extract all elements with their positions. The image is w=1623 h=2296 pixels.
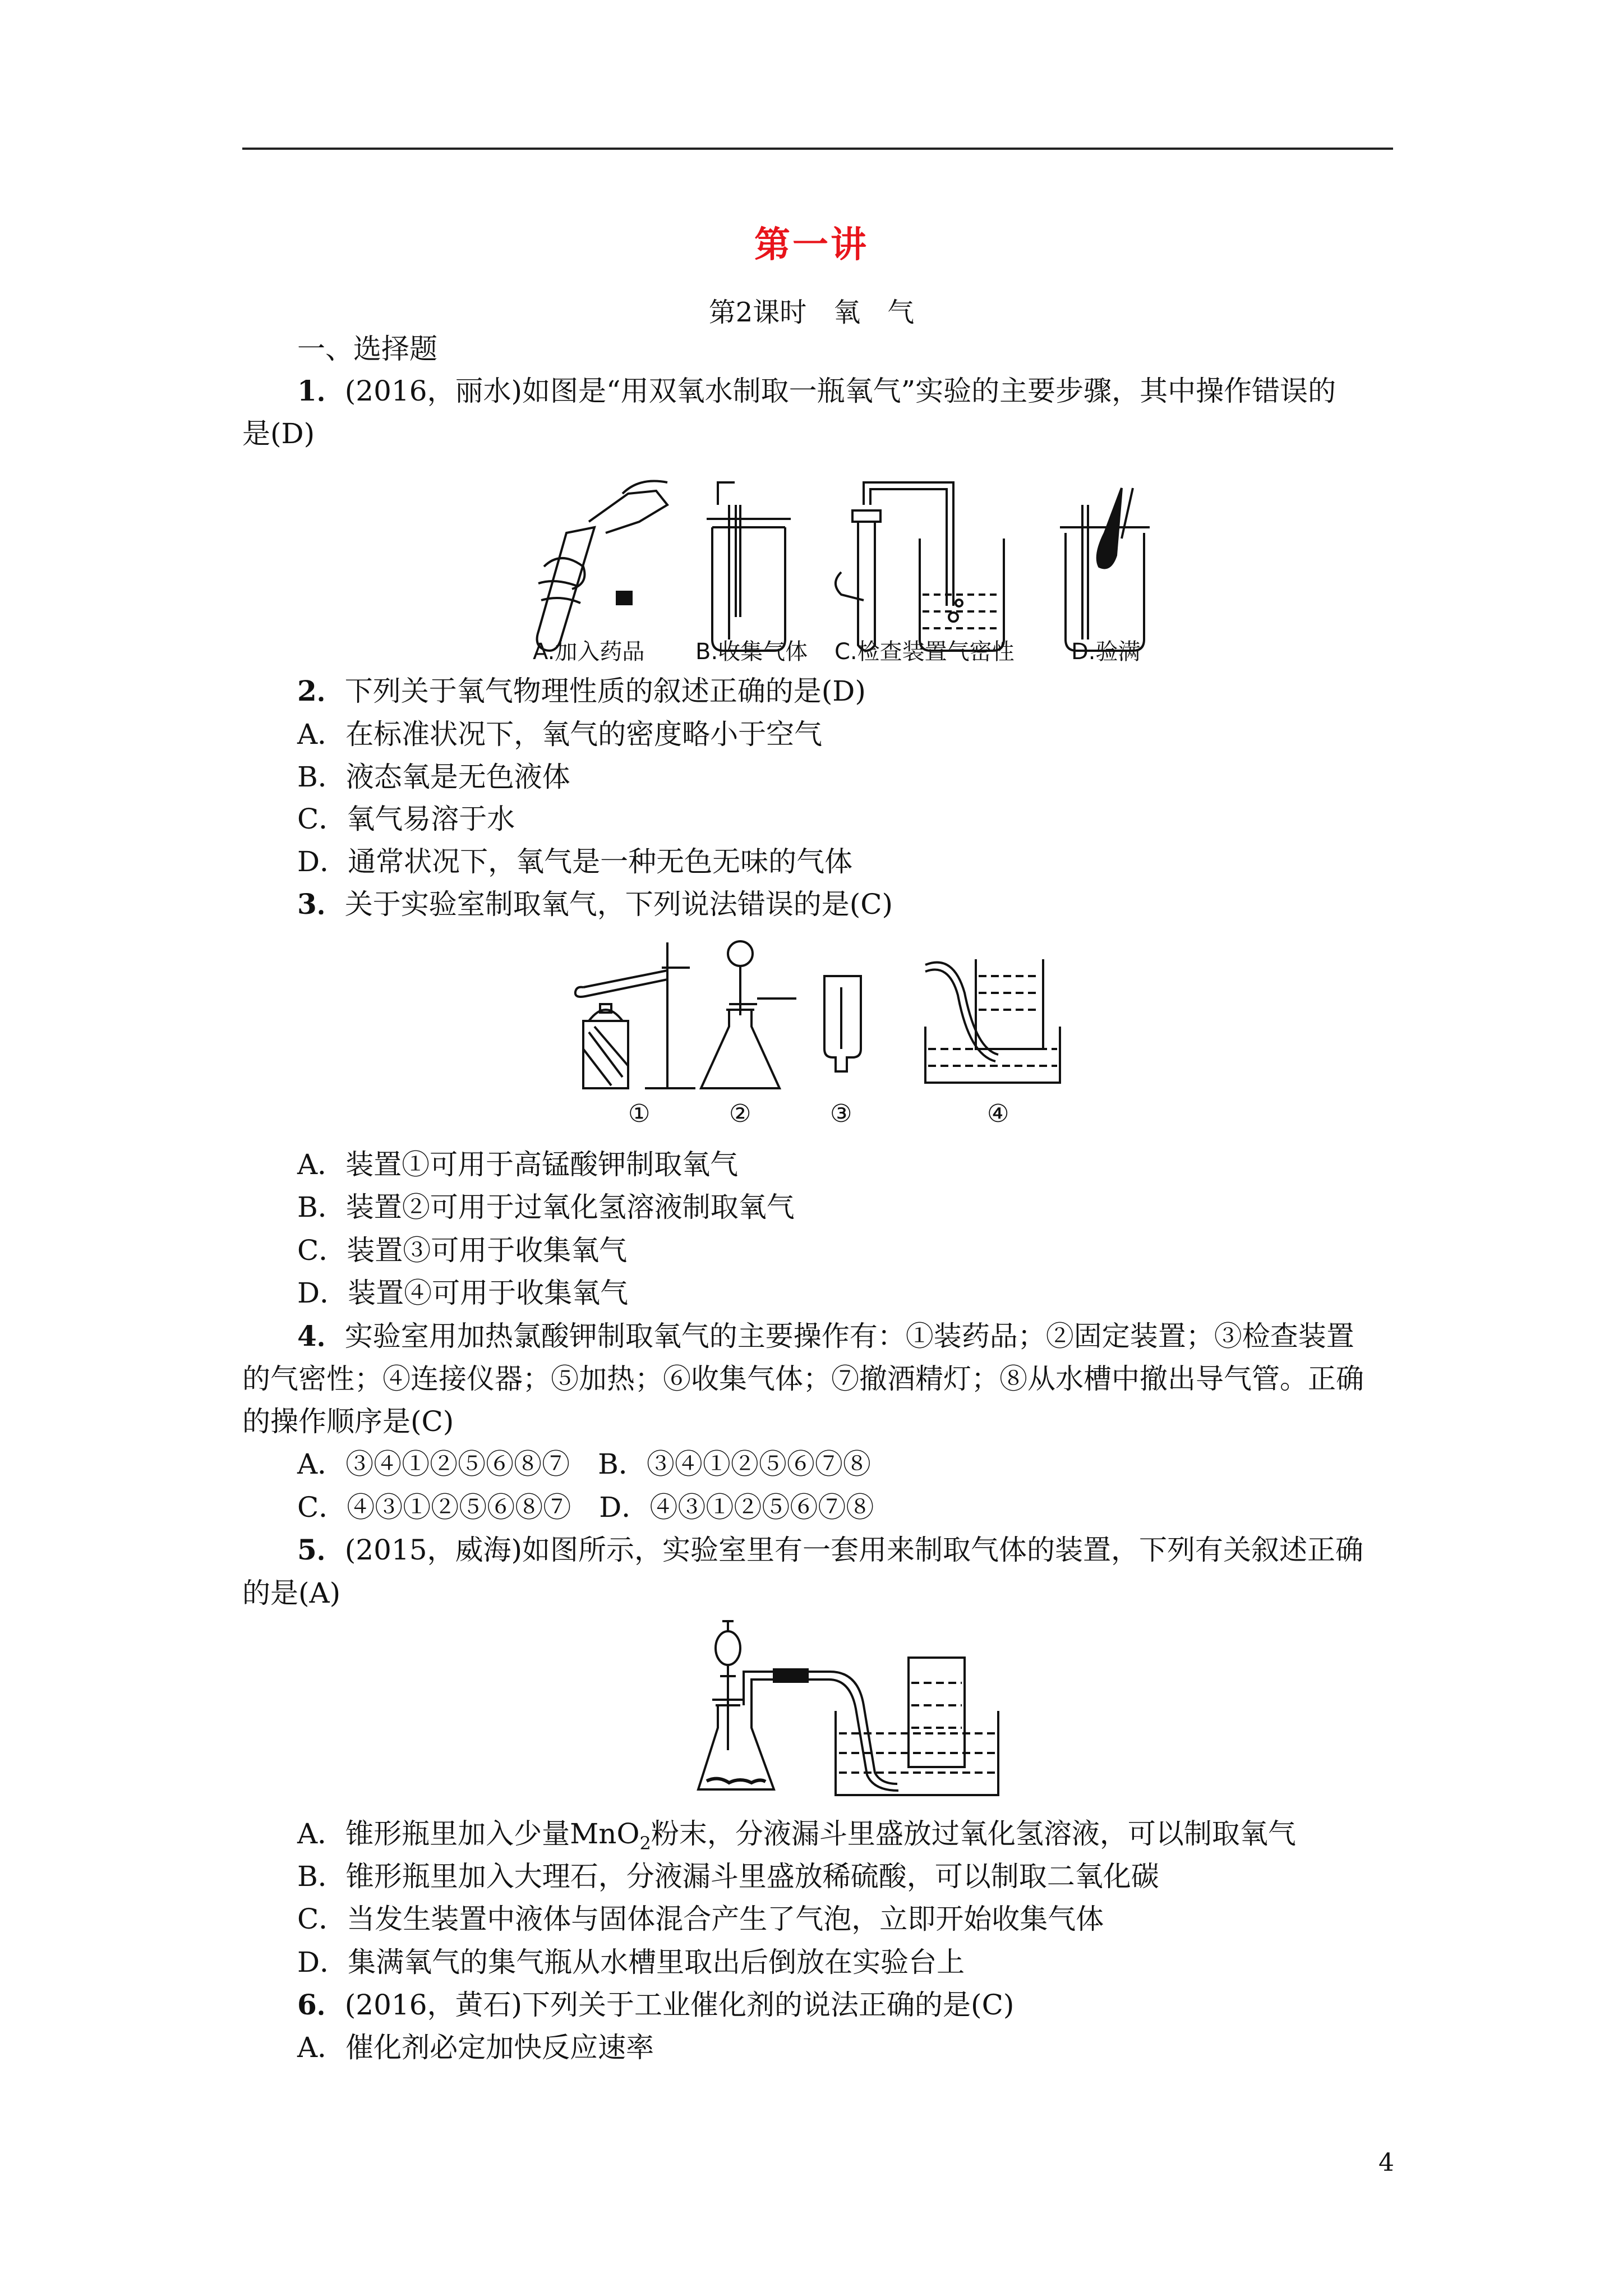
question-1-line-2: 是(D) (242, 417, 315, 450)
q4-options-cd: C．④③①②⑤⑥⑧⑦ D．④③①②⑤⑥⑦⑧ (297, 1491, 874, 1524)
q2-option-d: D．通常状况下，氧气是一种无色无味的气体 (297, 845, 853, 878)
q3-option-c: C．装置③可用于收集氧气 (297, 1234, 628, 1267)
question-1: 1．(2016，丽水)如图是“用双氧水制取一瓶氧气”实验的主要步骤，其中操作错误的 (297, 374, 1336, 407)
q3-option-a: A．装置①可用于高锰酸钾制取氧气 (297, 1148, 739, 1181)
header-rule (242, 148, 1393, 150)
q3-option-d: D．装置④可用于收集氧气 (297, 1277, 629, 1309)
q3-label-1: ① (628, 1099, 651, 1128)
q2-option-a: A．在标准状况下，氧气的密度略小于空气 (297, 718, 823, 751)
question-4-line-3: 的操作顺序是(C) (242, 1405, 454, 1438)
q5-figure (695, 1616, 1009, 1806)
question-6: 6．(2016，黄石)下列关于工业催化剂的说法正确的是(C) (297, 1988, 1015, 2021)
q1-fig-d-checking-full (1060, 488, 1150, 651)
section-heading: 一、选择题 (297, 333, 437, 365)
q2-option-c: C．氧气易溶于水 (297, 803, 515, 835)
q5-option-a: A．锥形瓶里加入少量MnO$_2$粉末，分液漏斗里盛放过氧化氢溶液，可以制取氧气 (297, 1818, 1296, 1854)
lecture-title: 第一讲 (754, 224, 869, 266)
q5-option-c: C．当发生装置中液体与固体混合产生了气泡，立即开始收集气体 (297, 1903, 1104, 1935)
q3-label-4: ④ (987, 1099, 1009, 1128)
q6-option-a: A．催化剂必定加快反应速率 (297, 2031, 654, 2064)
q1-caption-b: B.收集气体 (695, 639, 808, 665)
question-4-line-2: 的气密性；④连接仪器；⑤加热；⑥收集气体；⑦撤酒精灯；⑧从水槽中撤出导气管。正确 (242, 1363, 1364, 1395)
q1-fig-a-adding-reagent (537, 481, 667, 651)
q5-conical-flask (698, 1705, 774, 1789)
q3-apparatus-1 (575, 942, 695, 1088)
question-3: 3．关于实验室制取氧气，下列说法错误的是(C) (297, 887, 893, 921)
q1-fig-b-collecting-gas (707, 482, 791, 651)
question-5-line-2: 的是(A) (242, 1577, 341, 1609)
question-2: 2．下列关于氧气物理性质的叙述正确的是(D) (297, 674, 866, 707)
q5-gas-jar (909, 1658, 965, 1767)
q2-option-b: B．液态氧是无色液体 (297, 761, 570, 793)
q3-figure (561, 937, 1099, 1128)
q3-label-3: ③ (830, 1099, 852, 1128)
q3-apparatus-3 (824, 976, 861, 1071)
q5-option-d: D．集满氧气的集气瓶从水槽里取出后倒放在实验台上 (297, 1946, 965, 1978)
q1-figure (527, 471, 1178, 673)
question-5: 5．(2015，威海)如图所示，实验室里有一套用来制取气体的装置，下列有关叙述正确 (297, 1533, 1364, 1566)
q1-fig-c-airtight-check (836, 482, 1004, 651)
lesson-subtitle: 第2课时 氧 气 (708, 297, 915, 328)
q1-caption-c: C.检查装置气密性 (834, 639, 1015, 665)
q5-option-b: B．锥形瓶里加入大理石，分液漏斗里盛放稀硫酸，可以制取二氧化碳 (297, 1860, 1159, 1893)
q3-option-b: B．装置②可用于过氧化氢溶液制取氧气 (297, 1191, 795, 1223)
q1-caption-a: A.加入药品 (533, 639, 645, 665)
q3-apparatus-4 (925, 959, 1060, 1083)
q3-label-2: ② (729, 1099, 751, 1128)
q3-apparatus-2 (701, 941, 796, 1088)
q1-caption-d: D.验满 (1071, 639, 1141, 665)
page-number: 4 (1378, 2148, 1394, 2177)
q5-separatory-funnel (716, 1631, 740, 1665)
question-4: 4．实验室用加热氯酸钾制取氧气的主要操作有：①装药品；②固定装置；③检查装置 (297, 1319, 1354, 1352)
q4-options-ab: A．③④①②⑤⑥⑧⑦ B．③④①②⑤⑥⑦⑧ (297, 1448, 871, 1480)
